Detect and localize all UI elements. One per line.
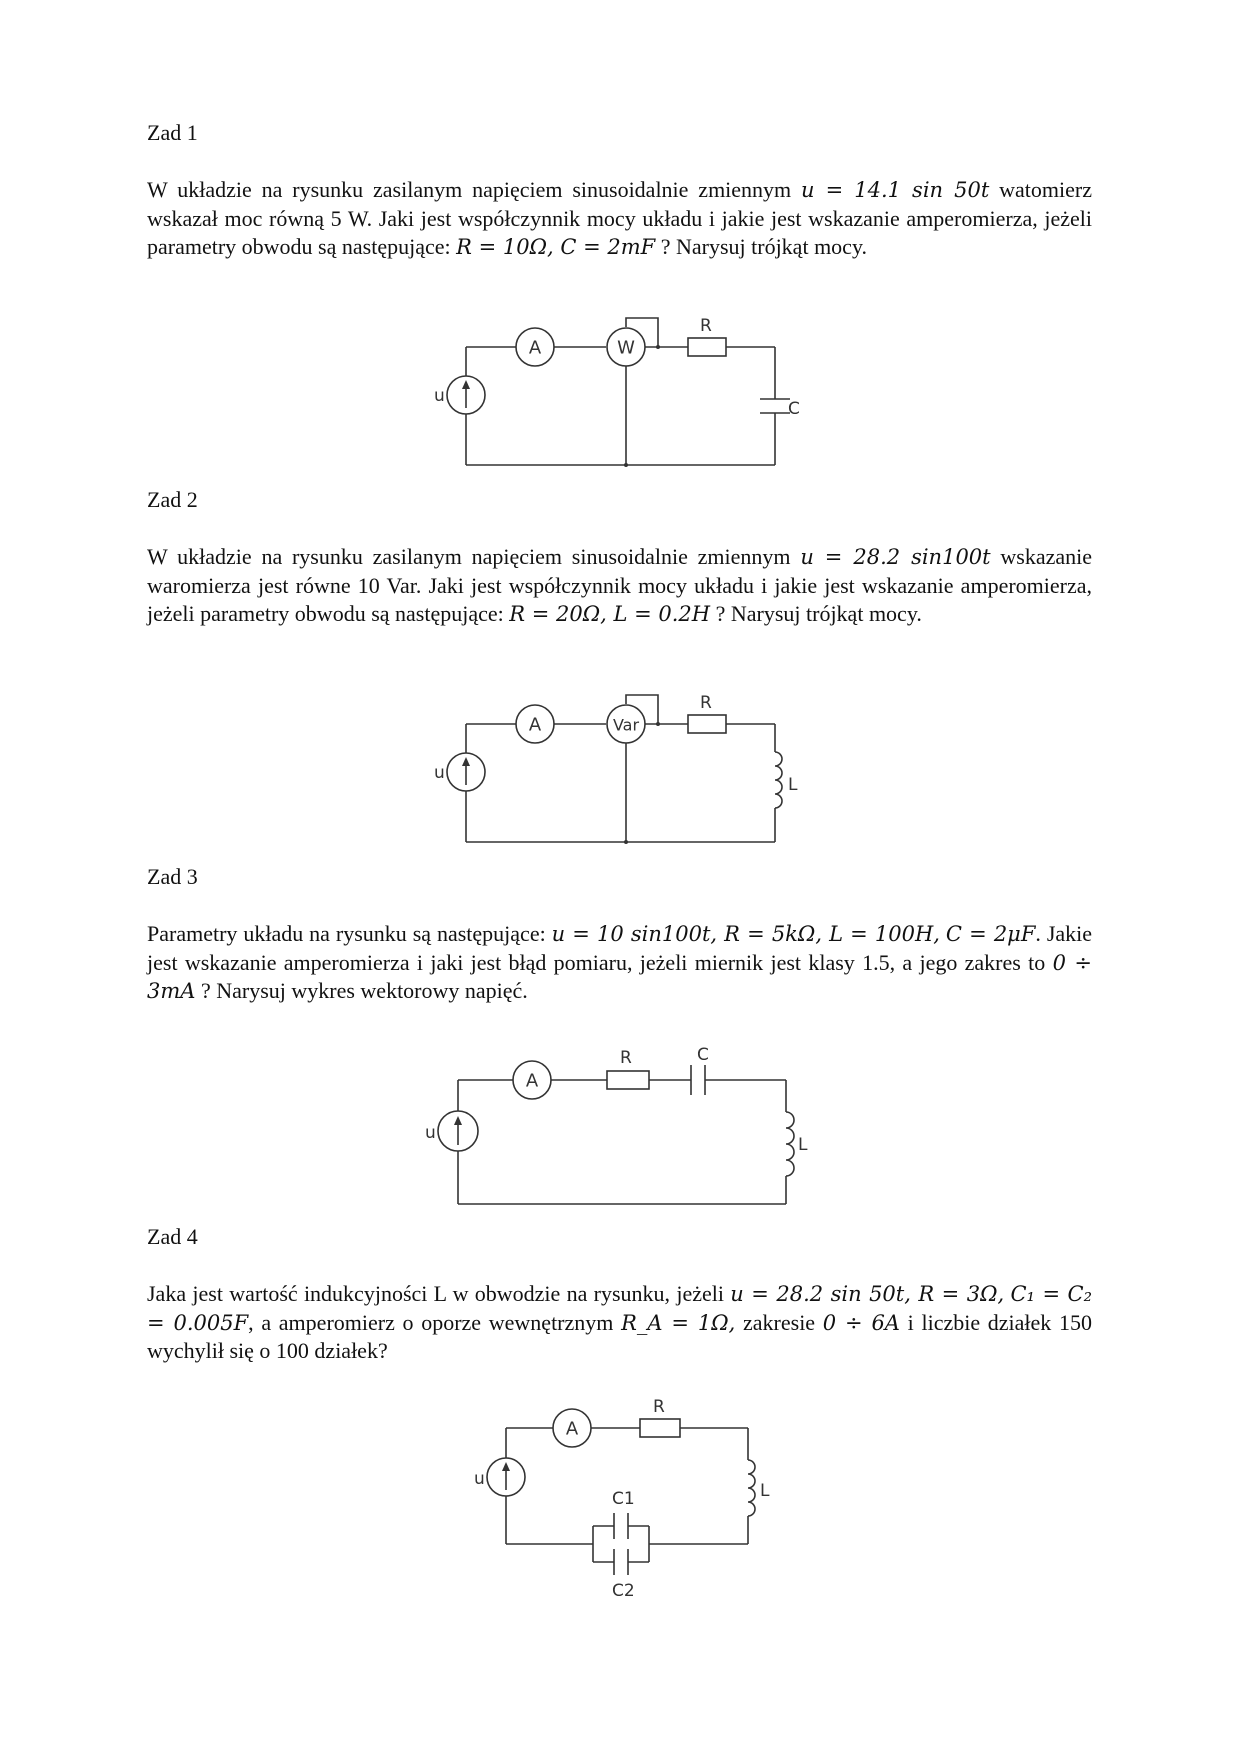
inductor-label: L [760,1481,770,1501]
problem-2-text [147,543,1092,629]
junction-dot [656,722,660,726]
source-label: u [434,386,445,406]
problem-3-heading: Zad 3 [147,864,198,889]
problem-3-eq-params: u = 10 sin100t, R = 5kΩ, L = 100H, [551,922,940,946]
problem-1-text-b: watomierz wskazał moc równą 5 W. Jaki jest współczynnik mocy układu i jakie jest wskazanie amperomierza, jeżeli parametry obwodu są następujące: [147,177,1093,259]
c2-label: C2 [612,1581,635,1601]
ammeter-label: A [528,337,542,359]
resistor-label: R [653,1397,665,1417]
inductor-symbol [775,752,782,808]
problem-4-text-b: , a amperomierz o oporze wewnętrznym [248,1309,614,1335]
problem-4-eq-range: 0 ÷ 6A [822,1310,900,1335]
problem-2-text-c: ? Narysuj trójkąt mocy. [715,601,922,626]
problem-4-eq-u: u = 28.2 sin 50t, R = 3Ω, [730,1282,1005,1306]
source-label: u [425,1123,436,1143]
problem-2-text-b: wskazanie waromierza jest równe 10 Var. Jaki jest współczynnik mocy układu i jakie jest wskazanie amperomierza, jeżeli parametry obwodu są następujące: [147,544,1093,626]
problem-3-text [147,920,1092,1006]
problem-2-eq-u: u = 28.2 sin100t [800,545,991,569]
problem-3-circuit-diagram [420,1040,820,1210]
problem-2-heading: Zad 2 [147,487,198,512]
inductor-label: L [788,775,798,795]
problem-3-text-c: ? Narysuj wykres wektorowy napięć. [200,978,528,1003]
source-label: u [434,763,445,783]
meter-label: Var [612,715,640,735]
problem-4-text-a: Jaka jest wartość indukcyjności L w obwodzie na rysunku, jeżeli [147,1281,724,1306]
junction-dot [656,345,660,349]
c1-label: C1 [612,1489,635,1509]
problem-4-text-d: i liczbie działek 150 wychylił się o 100 działek? [147,1309,1092,1363]
problem-4-text [147,1280,1092,1366]
inductor-symbol [748,1460,755,1516]
problem-4-text-c: zakresie [743,1309,816,1335]
problem-1-heading: Zad 1 [147,120,198,145]
problem-4-heading: Zad 4 [147,1224,198,1249]
problem-2-circuit-diagram [430,690,810,850]
resistor-label: R [700,316,712,336]
resistor-label: R [620,1048,632,1068]
problem-1-text [147,176,1092,262]
problem-4-eq-c: C₁ = C₂ = 0.005F [147,1282,1092,1335]
source-label: u [474,1469,485,1489]
capacitor-label: C [788,399,800,419]
resistor-symbol [688,715,726,733]
problem-3-eq-c: C = 2μF [945,922,1036,946]
problem-2-text-a: W układzie na rysunku zasilanym napięciem sinusoidalnie zmiennym [147,544,791,569]
problem-1-text-a: W układzie na rysunku zasilanym napięciem sinusoidalnie zmiennym [147,177,792,202]
problem-3-text-b: . Jakie jest wskazanie amperomierza i jaki jest błąd pomiaru, jeżeli miernik jest klasy 1.5, a jego zakres to [147,921,1093,975]
inductor-symbol [786,1112,794,1176]
problem-1-eq-u: u = 14.1 sin 50t [801,178,990,202]
capacitor-label: C [697,1045,709,1065]
problem-3-text-a: Parametry układu na rysunku są następujące: [147,921,546,946]
problem-4-eq-ra: R_A = 1Ω, [621,1310,736,1335]
problem-1-circuit-diagram [430,310,810,470]
problem-2-eq-params: R = 20Ω, L = 0.2H [509,602,711,626]
ammeter-label: A [525,1070,539,1092]
resistor-symbol [607,1071,649,1089]
ammeter-label: A [528,714,542,736]
problem-4-circuit-diagram [470,1390,800,1610]
resistor-symbol [640,1419,680,1437]
problem-3-eq-range: 0 ÷ 3mA [147,950,1093,1003]
inductor-label: L [798,1135,808,1155]
resistor-symbol [688,338,726,356]
problem-1-eq-params: R = 10Ω, C = 2mF [456,235,656,259]
problem-1-text-c: ? Narysuj trójkąt mocy. [660,234,868,259]
resistor-label: R [700,693,712,713]
ammeter-label: A [565,1418,579,1440]
meter-label: W [617,337,635,359]
